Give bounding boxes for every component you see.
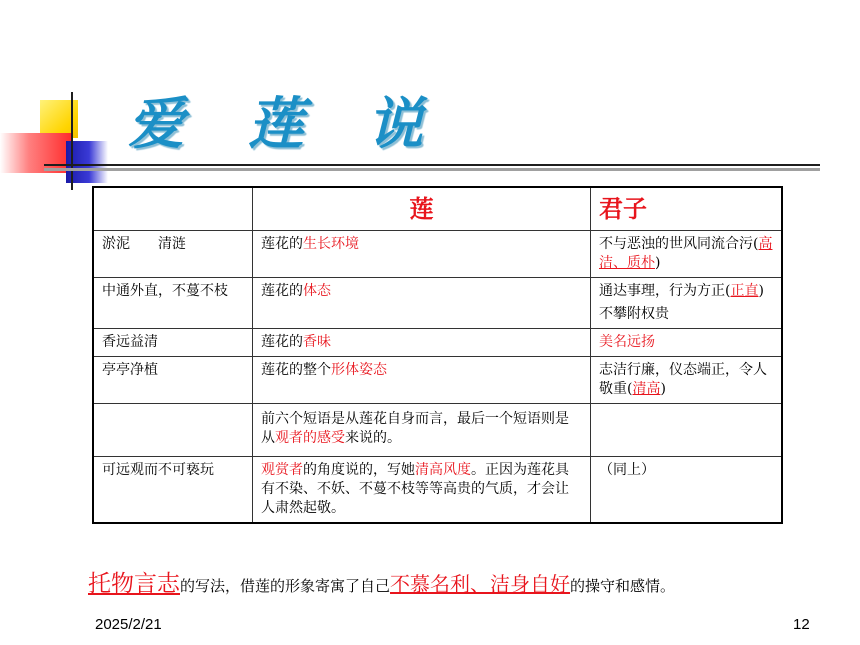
slide-title: 爱 莲 说 — [128, 91, 445, 157]
gentleman-cell: 通达事理，行为方正(正直) 不攀附权贵 — [591, 278, 783, 329]
comparison-table — [92, 186, 783, 524]
lotus-cell: 前六个短语是从莲花自身而言，最后一个短语则是从观者的感受来说的。 — [253, 404, 591, 457]
lotus-cell: 莲花的整个形体姿态 — [253, 357, 591, 404]
table-row — [93, 278, 782, 329]
table-row — [93, 329, 782, 357]
table-row — [93, 404, 782, 457]
header-empty-cell — [93, 187, 253, 231]
phrase-cell: 亭亭净植 — [93, 357, 253, 404]
footer-date: 2025/2/21 — [95, 616, 162, 633]
title-underline — [44, 164, 820, 166]
phrase-cell: 中通外直，不蔓不枝 — [93, 278, 253, 329]
gentleman-cell: （同上） — [591, 457, 783, 524]
table-row — [93, 357, 782, 404]
summary-sentence: 托物言志的写法，借莲的形象寄寓了自己不慕名利、洁身自好的操守和感情。 — [88, 571, 676, 597]
lotus-cell: 莲花的香味 — [253, 329, 591, 357]
phrase-cell: 淤泥 清涟 — [93, 231, 253, 278]
table-row — [93, 457, 782, 524]
summary-highlight: 不慕名利、洁身自好 — [390, 572, 571, 596]
decor-red-bar — [0, 133, 72, 173]
phrase-cell: 香远益清 — [93, 329, 253, 357]
gentleman-cell: 美名远扬 — [591, 329, 783, 357]
table-row — [93, 231, 782, 278]
header-gentleman: 君子 — [591, 187, 783, 231]
gentleman-cell — [591, 404, 783, 457]
lotus-cell: 莲花的体态 — [253, 278, 591, 329]
phrase-cell: 可远观而不可亵玩 — [93, 457, 253, 524]
gentleman-cell: 不与恶浊的世风同流合污(高洁、质朴) — [591, 231, 783, 278]
lotus-cell: 莲花的生长环境 — [253, 231, 591, 278]
decor-vertical-line — [71, 92, 73, 190]
table-header-row — [93, 187, 782, 231]
header-lotus: 莲 — [253, 187, 591, 231]
phrase-cell — [93, 404, 253, 457]
page-number: 12 — [793, 616, 810, 633]
title-underline-shadow — [44, 168, 820, 171]
gentleman-cell: 志洁行廉，仪态端正，令人敬重(清高) — [591, 357, 783, 404]
summary-keyword: 托物言志 — [88, 571, 180, 597]
lotus-cell: 观赏者的角度说的，写她清高风度。正因为莲花具有不染、不妖、不蔓不枝等等高贵的气质，才会让人肃然起敬。 — [253, 457, 591, 524]
